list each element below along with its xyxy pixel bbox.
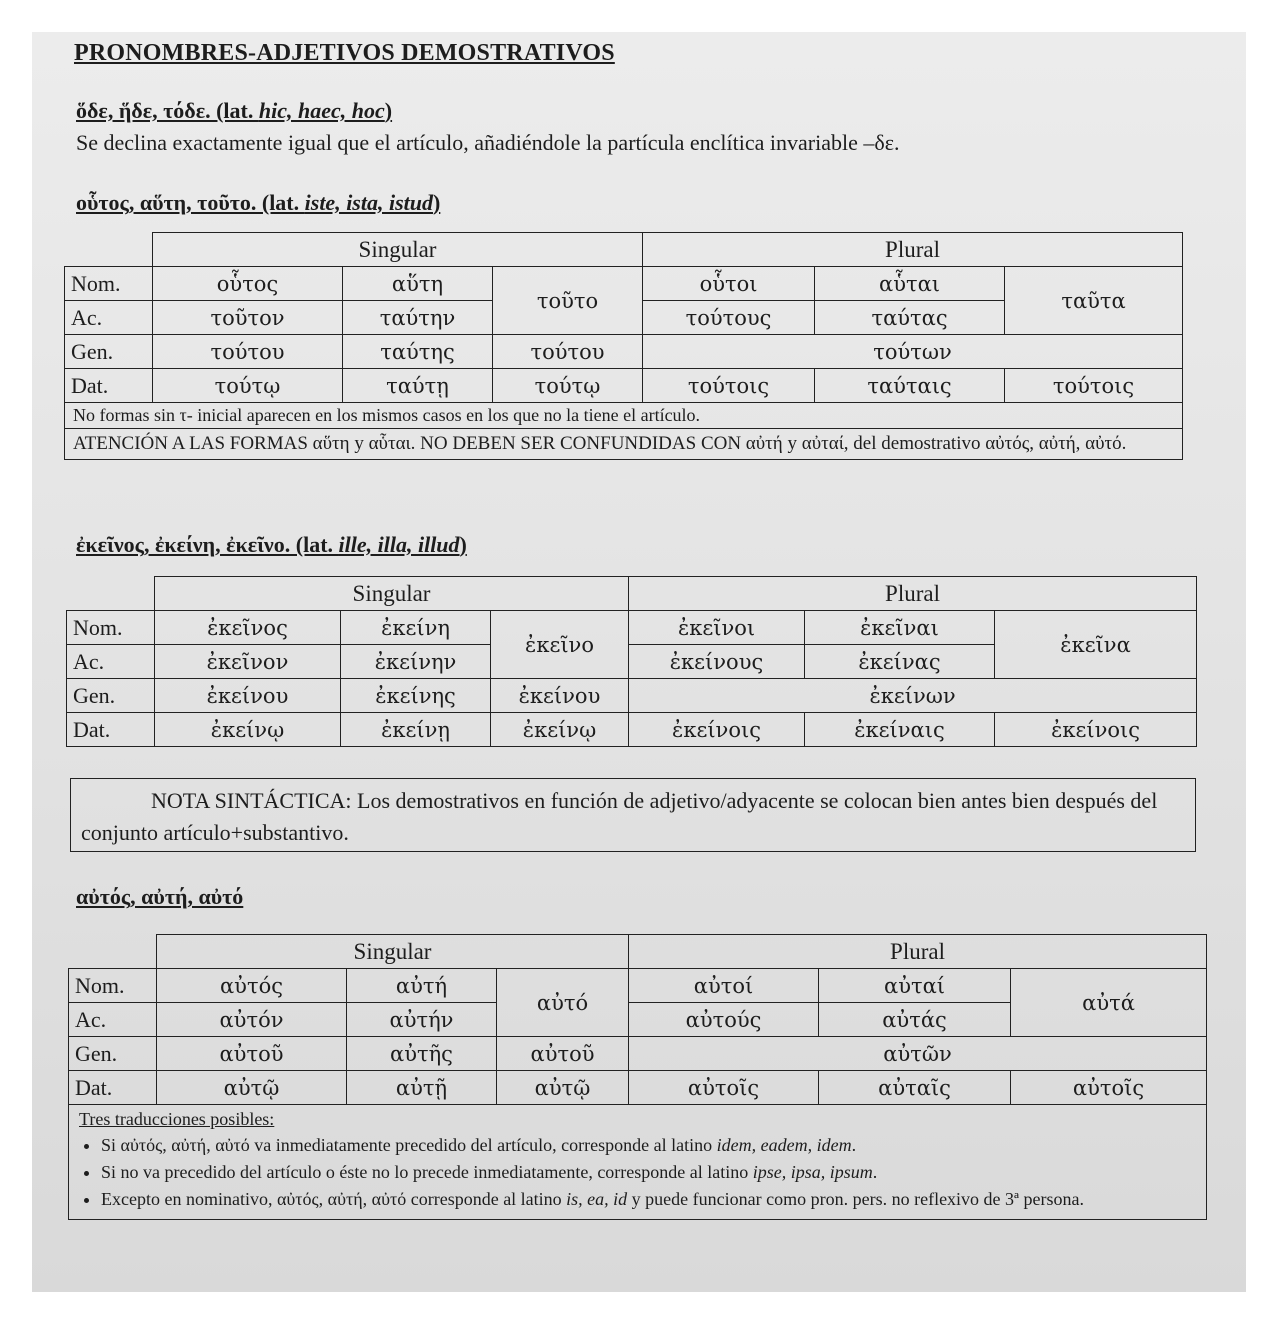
plural-header: Plural xyxy=(629,577,1197,611)
form-cell: ταύταις xyxy=(815,369,1005,403)
form-cell: ταύτῃ xyxy=(343,369,493,403)
form-cell: αὐταί xyxy=(819,969,1011,1003)
form-cell: αὐτούς xyxy=(629,1003,819,1037)
form-cell: αὐτά xyxy=(1011,969,1207,1037)
form-cell: ἐκεῖνοι xyxy=(629,611,805,645)
form-cell: ταῦτα xyxy=(1005,267,1183,335)
houtos-note-attention: ATENCIÓN A LAS FORMAS αὕτη y αὗται. NO DEBEN SER CONFUNDIDAS CON αὐτή y αὐταί, del demostrativo αὐτός, αὐτή, αὐτό. xyxy=(65,429,1183,460)
form-cell: τοῦτο xyxy=(493,267,643,335)
form-cell: τούτοις xyxy=(1005,369,1183,403)
form-cell: αὐτός xyxy=(157,969,347,1003)
form-cell: ἐκείνου xyxy=(491,679,629,713)
case-label: Ac. xyxy=(69,1003,157,1037)
autos-heading: αὐτός, αὐτή, αὐτό xyxy=(76,884,244,909)
ekeinos-table xyxy=(66,576,1197,747)
form-cell: τοῦτον xyxy=(153,301,343,335)
form-cell: ταύτης xyxy=(343,335,493,369)
hode-heading xyxy=(76,98,392,124)
form-cell: ἐκείνη xyxy=(341,611,491,645)
ekeinos-heading-close: ) xyxy=(459,532,467,557)
form-cell: ἐκεῖνον xyxy=(155,645,341,679)
form-cell: τούτου xyxy=(493,335,643,369)
form-cell: ἐκείνῳ xyxy=(491,713,629,747)
case-label: Nom. xyxy=(67,611,155,645)
form-cell: αὐτοῖς xyxy=(629,1071,819,1105)
form-cell: τούτοις xyxy=(643,369,815,403)
ekeinos-heading-latin: ille, illa, illud xyxy=(338,532,460,557)
table-corner xyxy=(65,233,153,267)
plural-header: Plural xyxy=(629,935,1207,969)
form-cell: ἐκεῖναι xyxy=(805,611,995,645)
nota-sintactica-text: NOTA SINTÁCTICA: Los demostrativos en función de adjetivo/adyacente se colocan bien antes bien después del conjunto artículo+substantivo. xyxy=(81,788,1158,845)
form-cell: αὐτό xyxy=(497,969,629,1037)
form-cell: αὐτοί xyxy=(629,969,819,1003)
form-cell: αὐταῖς xyxy=(819,1071,1011,1105)
form-cell: αὐτῶν xyxy=(629,1037,1207,1071)
form-cell: ἐκεῖνος xyxy=(155,611,341,645)
form-cell: ἐκείνῳ xyxy=(155,713,341,747)
ekeinos-heading-greek: ἐκεῖνος, ἐκείνη, ἐκεῖνο. (lat. xyxy=(76,532,339,557)
singular-header: Singular xyxy=(155,577,629,611)
form-cell: ἐκείναις xyxy=(805,713,995,747)
form-cell: αὐτάς xyxy=(819,1003,1011,1037)
form-cell: οὗτοι xyxy=(643,267,815,301)
form-cell: αὐτόν xyxy=(157,1003,347,1037)
case-label: Gen. xyxy=(65,335,153,369)
autos-translations xyxy=(69,1105,1207,1220)
form-cell: ἐκείνης xyxy=(341,679,491,713)
case-label: Nom. xyxy=(65,267,153,301)
form-cell: τούτους xyxy=(643,301,815,335)
autos-table xyxy=(68,934,1207,1220)
houtos-heading-latin: iste, ista, istud xyxy=(304,190,433,215)
hode-heading-latin: hic, haec, hoc xyxy=(258,98,385,123)
form-cell: ἐκείνους xyxy=(629,645,805,679)
list-item: • Si no va precedido del artículo o éste no lo precede inmediatamente, corresponde al latino ipse, ipsa, ipsum. xyxy=(101,1159,1196,1186)
form-cell: ἐκείνοις xyxy=(995,713,1197,747)
plural-header: Plural xyxy=(643,233,1183,267)
singular-header: Singular xyxy=(157,935,629,969)
form-cell: ἐκείνῃ xyxy=(341,713,491,747)
form-cell: οὗτος xyxy=(153,267,343,301)
form-cell: ταύτας xyxy=(815,301,1005,335)
form-cell: αὐτοῦ xyxy=(497,1037,629,1071)
form-cell: αὐτοῖς xyxy=(1011,1071,1207,1105)
form-cell: ἐκείνας xyxy=(805,645,995,679)
form-cell: αὗται xyxy=(815,267,1005,301)
form-cell: τούτων xyxy=(643,335,1183,369)
form-cell: ἐκεῖνο xyxy=(491,611,629,679)
hode-heading-close: ) xyxy=(384,98,393,123)
case-label: Gen. xyxy=(67,679,155,713)
form-cell: ἐκείνου xyxy=(155,679,341,713)
case-label: Gen. xyxy=(69,1037,157,1071)
form-cell: ἐκείνοις xyxy=(629,713,805,747)
case-label: Dat. xyxy=(69,1071,157,1105)
case-label: Ac. xyxy=(67,645,155,679)
form-cell: ἐκείνην xyxy=(341,645,491,679)
translations-title: Tres traducciones posibles: xyxy=(79,1109,275,1129)
houtos-heading xyxy=(76,190,440,216)
form-cell: ἐκεῖνα xyxy=(995,611,1197,679)
table-corner xyxy=(69,935,157,969)
singular-header: Singular xyxy=(153,233,643,267)
form-cell: αὐτή xyxy=(347,969,497,1003)
form-cell: τούτῳ xyxy=(493,369,643,403)
form-cell: αὐτήν xyxy=(347,1003,497,1037)
hode-heading-greek: ὅδε, ἥδε, τόδε. (lat. xyxy=(76,98,259,123)
form-cell: αὐτῇ xyxy=(347,1071,497,1105)
table-corner xyxy=(67,577,155,611)
case-label: Ac. xyxy=(65,301,153,335)
document-page xyxy=(32,32,1246,1292)
houtos-table xyxy=(64,232,1183,460)
list-item: • Si αὐτός, αὐτή, αὐτό va inmediatamente precedido del artículo, corresponde al latino idem, eadem, idem. xyxy=(101,1132,1196,1159)
houtos-heading-close: ) xyxy=(433,190,441,215)
houtos-heading-greek: οὗτος, αὕτη, τοῦτο. (lat. xyxy=(76,190,305,215)
hode-description: Se declina exactamente igual que el artículo, añadiéndole la partícula enclítica invariable –δε. xyxy=(76,130,900,155)
form-cell: τούτῳ xyxy=(153,369,343,403)
form-cell: ταύτην xyxy=(343,301,493,335)
houtos-note-forms: No formas sin τ- inicial aparecen en los mismos casos en los que no la tiene el artículo. xyxy=(65,403,1183,429)
form-cell: τούτου xyxy=(153,335,343,369)
ekeinos-heading xyxy=(76,532,467,558)
case-label: Nom. xyxy=(69,969,157,1003)
page-title: PRONOMBRES-ADJETIVOS DEMOSTRATIVOS xyxy=(74,40,615,66)
case-label: Dat. xyxy=(67,713,155,747)
translations-list xyxy=(79,1132,1196,1213)
list-item: • Excepto en nominativo, αὐτός, αὐτή, αὐτό corresponde al latino is, ea, id y puede funcionar como pron. pers. no reflexivo de 3ª persona. xyxy=(101,1186,1196,1213)
case-label: Dat. xyxy=(65,369,153,403)
form-cell: ἐκείνων xyxy=(629,679,1197,713)
nota-sintactica-box xyxy=(70,778,1196,852)
form-cell: αὐτοῦ xyxy=(157,1037,347,1071)
form-cell: αὐτῷ xyxy=(157,1071,347,1105)
form-cell: αὐτῆς xyxy=(347,1037,497,1071)
form-cell: αὐτῷ xyxy=(497,1071,629,1105)
form-cell: αὕτη xyxy=(343,267,493,301)
